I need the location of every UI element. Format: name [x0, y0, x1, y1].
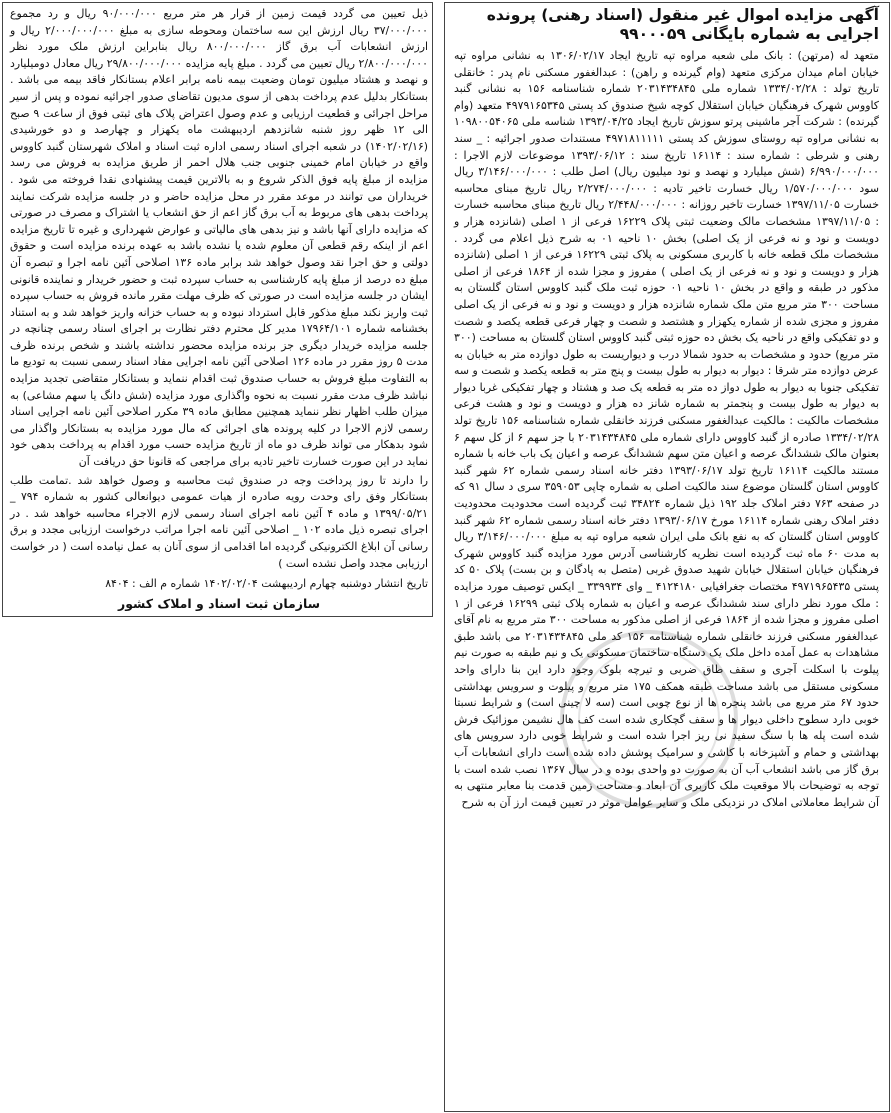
- notice-body-right: متعهد له (مرتهن) : بانک ملی شعبه مراوه تپه تاریخ ایجاد ۱۳۰۶/۰۲/۱۷ به نشانی مراوه تپه خیابان امام میدان مرکزی متعهد (وام گیرنده و راهن) : عبدالغفور مسکنی نام پدر : خانقلی تاریخ تولد : ۱۳۳۴/۰۲/۲۸ شماره ملی ۲۰۳۱۴۳۴۸۴۵ شماره شناسنامه ۱۵۶ به نشانی گنبد کاووس شهرک فرهنگیان خیابان استقلال کوچه شیخ صندوق کد پستی ۴۹۷۹۱۶۵۳۴۵ متعهد (وام گیرنده) : شرکت آجر ماشینی پرتو سوزش تاریخ ایجاد ۱۳۹۳/۰۴/۲۵ شناسه ملی ۱۰۹۸۰۰۵۴۰۶۵ به نشانی مراوه تپه روستای سوزش کد پستی ۴۹۷۱۸۱۱۱۱۱ مستندات صدور اجرائیه : _ سند رهنی و شرطی : شماره سند : ۱۶۱۱۴ تاریخ سند : ۱۳۹۳/۰۶/۱۲ موضوعات لازم الاجرا : ۶/۹۹۰/۰۰۰/۰۰۰ (شش میلیارد و نهصد و نود میلیون ریال) اصل طلب : ۳/۱۴۶/۰۰۰/۰۰۰ ریال سود ۱/۵۷۰/۰۰۰/۰۰۰ ریال خسارت تاخیر تادیه : ۲/۲۷۴/۰۰۰/۰۰۰ ریال تاریخ مبنای محاسبه خسارت ۱۳۹۷/۱۱/۰۵ خسارت تاخیر روزانه : ۲/۴۴۸/۰۰۰/۰۰۰ ریال تاریخ مبنای محاسبه خسارت : ۱۳۹۷/۱۱/۰۵ مشخصات مالک وضعیت ثبتی پلاک ۱۶۲۲۹ فرعی از ۱ اصلی (شانزده هزار و دویست و نود و نه فرعی از یک اصلی) بخش ۱۰ ناحیه ۰۱ به شرح ذیل اعلام می گردد . مشخصات ملک قطعه خانه با کاربری مسکونی به پلاک ثبتی ۱۶۲۲۹ فرعی از ۱ اصلی (شانزده هزار و دویست و نود و نه فرعی از یک اصلی ) مفروز و مجزا شده از ۱۸۶۴ فرعی از اصلی مذکور در طبقه و واقع در بخش ۱۰ ناحیه ۰۱ حوزه ثبت ملک گنبد کاووس استان گلستان به مساحت ۳۰۰ متر مربع متن ملک شماره شانزده هزار و دویست و نود و نه فرعی از یک اصلی مفروز و مجزی شده از شماره یکهزار و هشتصد و شصت و چهار فرعی قطعه یکصد و شصت و دو تفکیکی واقع در ناحیه یک بخش ده حوزه ثبتی گنبد کاووس استان گلستان به مساحت (۳۰۰ متر مربع) حدود و مشخصات به حدود شمالا درب و دیواریست به طول دوازده متر به خیابان به عرض دوازده متر شرقا : دیوار به دیوار به طول بیست و پنج متر به قطعه یکصد و شصت و سه تفکیکی جنوبا به دیوار به طول دواز ده متر به قطعه یک صد و هشتاد و چهار تفکیکی غربا دیوار به دیوار به طول بیست و پنجمتر به شماره شانز ده هزار و دویست و نود و هشت فرعی مشخصات مالکیت : مالکیت عبدالغفور مسکنی فرزند خانقلی شماره شناسنامه ۱۵۶ تاریخ تولد ۱۳۳۴/۰۲/۲۸ صادره از گنبد کاووس دارای شماره ملی ۲۰۳۱۴۳۴۸۴۵ با جز سهم ۶ از کل سهم ۶ بعنوان مالک ششدانگ عرصه و اعیان متن سهم ششدانگ عرصه و اعیان یک باب خانه با شماره مستند مالکیت ۱۶۱۱۴ تاریخ تولد ۱۳۹۳/۰۶/۱۷ دفتر خانه اسناد رسمی شماره ۶۲ شهر گنبد کاووس استان گلستان موضوع سند مالکیت اصلی به شماره چاپی ۳۵۹۰۵۳ سری د سال ۹۱ که در صفحه ۷۶۳ دفتر املاک جلد ۱۹۲ ذیل شماره ۳۴۸۲۴ ثبت گردیده است محدودیت محدودیت دفتر املاک رهنی شماره ۱۶۱۱۴ مورخ ۱۳۹۳/۰۶/۱۷ دفتر خانه اسناد رسمی شماره ۶۲ شهر گنبد کاووس استان گلستان که به نفع بانک ملی ایران شعبه مراوه تپه به مبلغ ۳/۱۴۶/۰۰۰/۰۰۰ ریال به مدت ۶۰ ماه ثبت گردیده است نظریه کارشناسی آدرس مورد مزایده گنبد کاووس شهرک فرهنگیان خیابان استقلال خیابان شهید صدوق غربی (متصل به پادگان و بن بست) پلاک ۵۰ کد پستی ۴۹۷۱۹۶۵۴۳۵ مختصات جغرافیایی ۴۱۲۴۱۸۰ _ وای ۳۳۹۹۳۴ _ ایکس توصیف مورد مزایده : ملک مورد نظر دارای سند ششدانگ عرصه و اعیان به شماره پلاک ثبتی ۱۶۲۹۹ فرعی از ۱ اصلی مفروز و مجزا شده از ۱۸۶۴ فرعی از اصلی مذکور به مساحت ۳۰۰ متر مربع به نام آقای عبدالغفور مسکنی فرزند خانقلی شماره شناسنامه ۱۵۶ کد ملی ۲۰۳۱۴۳۴۸۴۵ می باشد طبق مشاهدات به عمل آمده داخل ملک یک دستگاه ساختمان مسکونی یک و نیم طبقه به صورت نیم پیلوت با اسکلت آجری و سقف طاق ضربی و تیرچه بلوک وجود دارد این بنا دارای واحد مسکونی مستقل می باشد مساحت طبقه همکف ۱۷۵ متر مربع و پیلوت و سرویس بهداشتی حدود ۶۷ متر مربع می باشد پنجره ها از نوع چوبی است (سه لا چینی است) و شرایط نسبتا خوبی دارد سطوح داخلی دیوار ها و سقف گچکاری شده است کف هال نشیمن موزائیک فرش شده است پله ها با سنگ سفید نی ریز اجرا شده است و شرایط خوبی دارد سرویس های بهداشتی و حمام و آشپزخانه با کاشی و سرامیک پوشش داده شده است دارای انشعابات آب برق گاز می باشد انشعاب آب آن به صورت دو واحدی بوده و در سال ۱۳۶۷ نصب شده است با توجه به توضیحات بالا موقعیت ملک کاربری آن ابعاد و مساحت زمین قدمت بنا معابر منتهی به آن شرایط معاملاتی املاک در نزدیکی ملک و سایر عوامل موثر در تعیین قیمت ارز آن به شرح: [454, 49, 880, 809]
- auction-notice-right-column: [448, 6, 885, 1110]
- notice-body-left-part2: را دارند تا روز پرداخت وجه در صندوق ثبت محاسبه و وصول خواهد شد .تمامت طلب بستانکار وفق رای وحدت رویه صادره از هیات عمومی دیوانعالی کشور به شماره ۷۹۴ _ ۱۳۹۹/۰۵/۲۱ و ماده ۴ آئین نامه اجرای اسناد رسمی لازم الاجراء محاسبه خواهد شد . در اجرای تبصره ذیل ماده ۱۰۲ _ اصلاحی آئین نامه اجرا مراتب درخواست ارزیابی مجدد و برق رسانی آن ابلاغ الکترونیکی گردیده اما اقدامی از سوی آنان به عمل نیامده است ( در خواست ارزیابی مجدد واصل نشده است ): [10, 473, 428, 570]
- publication-date-line: تاریخ انتشار دوشنبه چهارم اردیبهشت ۱۴۰۲/۰۲/۰۴ شماره م الف : ۸۴۰۴: [105, 577, 428, 591]
- notice-title: آگهی مزایده اموال غیر منقول (اسناد رهنی) پرونده اجرایی به شماره بایگانی ۹۹۰۰۰۵۹: [486, 6, 879, 43]
- organization-name: سازمان ثبت اسناد و املاک کشور: [118, 595, 320, 611]
- notice-body-left-part1: ذیل تعیین می گردد قیمت زمین از قرار هر متر مربع ۹۰/۰۰۰/۰۰۰ ریال و رد مجموع ۳۷/۰۰۰/۰۰۰ ریال ارزش این سه ساختمان ومحوطه سازی به مبلغ ۲/۰۰۰/۰۰۰/۰۰۰ ریال و ارزش انشعابات آب برق گاز ۸۰۰/۰۰۰/۰۰۰ ریال بنابراین ارزش ملک مورد نظر ۲/۸۰۰/۰۰۰/۰۰۰ ریال تعیین می گردد . مبلغ پایه مزایده ۲۹/۸۰۰/۰۰۰/۰۰۰ ریال معادل دومیلیارد و نهصد و هشتاد میلیون تومان وضعیت بیمه نامه برابر اعلام بستانکار فاقد بیمه می باشد . بستانکار بدلیل عدم پرداخت بدهی از سوی مدیون تقاضای صدور اجرائیه نموده و پس از سیر مراحل اجرائی و قطعیت ارزیابی و عدم وصول اعتراض پلاک های ثبتی فوق از ساعت ۹ صبح الی ۱۲ ظهر روز شنبه شانزدهم اردیبهشت ماه یکهزار و چهارصد و دو خورشیدی (۱۴۰۲/۰۲/۱۶) در شعبه اجرای اسناد رسمی اداره ثبت اسناد و املاک شهرستان گنبد کاووس واقع در خیابان امام خمینی جنوبی جنب هلال احمر از طریق مزایده به فروش می رسد مزایده از مبلغ پایه فوق الذکر شروع و به بالاترین قیمت پیشنهادی نقدا فروخته می شود . خریداران می توانند در موعد مقرر در محل مزایده حاضر و در جلسه مزایده شرکت نمایند پرداخت بدهی های مربوط به آب برق گاز اعم از حق انشعاب یا اشتراک و مصرف در صورتی که مزایده دارای آنها باشد و نیز بدهی های مالیاتی و عوارض شهرداری و غیره تا تاریخ مزایده اعم از اینکه رقم قطعی آن معلوم شده یا نشده باشد به عهده برنده مزایده است و حقوق دولتی و حق اجرا نقد وصول خواهد شد برابر ماده ۱۳۶ اصلاحی آئین نامه اجرا و تبصره آن مبلغ ده درصد از مبلغ پایه کارشناسی به حساب سپرده ثبت و حضور خریدار و نماینده قانونی ایشان در جلسه مزایده است در صورتی که ظرف مهلت مقرر مانده فروش به حساب سپرده ثبت واریز نکند مبلغ مذکور قابل استرداد نبوده و به حساب خزانه واریز خواهد شد و به استناد بخشنامه شماره ۱۷۹۶۴/۱۰۱ مدیر کل محترم دفتر نظارت بر اجرای اسناد رسمی چنانچه در جلسه مزایده خریدار دیگری جز برنده مزایده محضور نداشته باشند و شخص برنده ظرف مدت ۵ روز مقرر در ماده ۱۲۶ اصلاحی آئین نامه اجرایی مفاد اسناد رسمی نسبت به تودیع ما به التفاوت مبلغ فروش به حساب صندوق ثبت اقدام ننماید و بستانکار متقاضی تجدید مزایده نباشد ظرف مدت مقرر نسبت به نحوه واگذاری مورد مزایده (شش دانگ یا سهم مشاعی) به میزان طلب اظهار نظر ننماید همچنین مطابق ماده ۳۹ مکرر اصلاحی آئین نامه اجرایی اسناد رسمی لازم الاجرا در کلیه پرونده های اجرائی که مال مورد مزایده به بستانکار واگذار می شود بدهکار می تواند ظرف دو ماه از تاریخ مزایده حسب مورد اقدام به پرداخت بدهی خود نماید در این صورت خسارت تاخیر تادیه برای مراجعی که قانونا حق دریافت آن: [10, 7, 429, 469]
- auction-notice-left-column: [6, 6, 432, 613]
